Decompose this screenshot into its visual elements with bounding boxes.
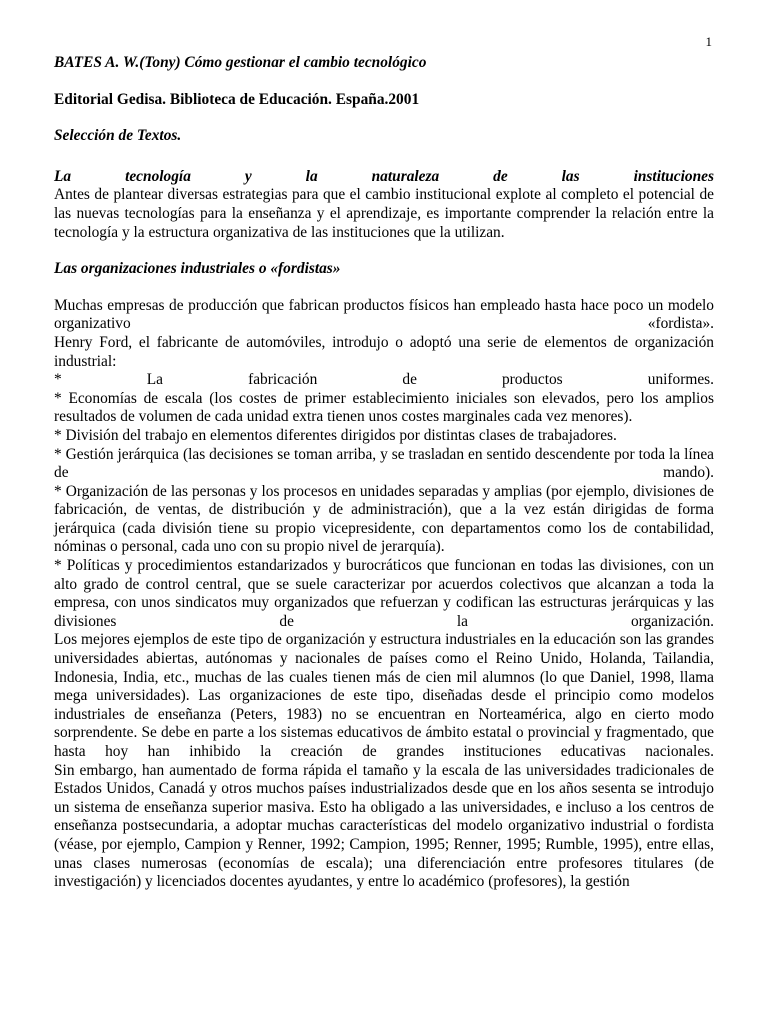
document-title: BATES A. W.(Tony) Cómo gestionar el cambio tecnológico [54,54,427,71]
document-page [54,30,714,892]
list-item: * La fabricación de productos uniformes. [54,371,714,389]
section-technology-institutions [54,168,714,242]
paragraph-mega-universities: Los mejores ejemplos de este tipo de organización y estructura industriales en la educación son las grandes universidades abiertas, autónomas y nacionales de países como el Reino Unido, Holanda, Tailandia, Indonesia, India, etc., muchas de las cuales tienen más de cien mil alumnos (lo que Daniel, 1998, llama mega universidades). Las organizaciones de este tipo, diseñadas desde el principio como modelos industriales de enseñanza (Peters, 1983) no se encuentran en Norteamérica, algo en cierto modo sorprendente. Se debe en parte a los sistemas educativos de ámbito estatal o provincial y fragmentado, que hasta hoy han inhibido la creación de grandes instituciones educativas nacionales. [54,631,714,760]
list-item: * Economías de escala (los costes de primer establecimiento iniciales son elevados, pero los amplios resultados de volumen de cada unidad extra tienen unos costes marginales cada vez menores). [54,389,714,426]
list-item: * División del trabajo en elementos diferentes dirigidos por distintas clases de trabajadores. [54,426,617,444]
list-item: * Gestión jerárquica (las decisiones se toman arriba, y se trasladan en sentido descendente por toda la línea de mando). [54,445,714,482]
list-item: * Políticas y procedimientos estandarizados y burocráticos que funcionan en todas las divisiones, con un alto grado de control central, que se suele caracterizar por acuerdos colectivos que alcanzan a toda la empresa, con unos sindicatos muy organizados que refuerzan y codifican las estructuras jerárquicas y las divisiones de la organización. [54,557,714,630]
publisher-line: Editorial Gedisa. Biblioteca de Educación. España.2001 [54,90,420,108]
section-fordist-body [54,297,714,892]
section-heading-fordist: Las organizaciones industriales o «fordistas» [54,260,341,278]
paragraph-henry-ford: Henry Ford, el fabricante de automóviles, introdujo o adoptó una serie de elementos de organización industrial: [54,333,714,370]
list-item: * Organización de las personas y los procesos en unidades separadas y amplias (por ejemplo, divisiones de fabricación, de ventas, de distribución y de administración), que a la vez están dirigidas de forma jerárquica (cada división tiene su propio vicepresidente, con departamentos como los de contabilidad, nóminas o personal, cada uno con su propio nivel de jerarquía). [54,482,714,556]
section-heading-technology: La tecnología y la naturaleza de las instituciones [54,167,714,185]
page-number: 1 [705,34,712,49]
paragraph-mass-education: Sin embargo, han aumentado de forma rápida el tamaño y la escala de las universidades tradicionales de Estados Unidos, Canadá y otros muchos países industrializados desde que en los años sesenta se introdujo un sistema de enseñanza superior masiva. Esto ha obligado a las universidades, e incluso a los centros de enseñanza postsecundaria, a adoptar muchas características del modelo organizativo industrial o fordista (véase, por ejemplo, Campion y Renner, 1992; Campion, 1995; Renner, 1995; Rumble, 1995), entre ellas, unas clases numerosas (economías de escala); una diferenciación entre profesores titulares (de investigación) y licenciados docentes ayudantes, y entre lo académico (profesores), la gestión [54,761,714,891]
paragraph-fordist-intro: Muchas empresas de producción que fabrican productos físicos han empleado hasta hace poco un modelo organizativo «fordista». [54,296,714,333]
paragraph-intro: Antes de plantear diversas estrategias para que el cambio institucional explote al completo el potencial de las nuevas tecnologías para la enseñanza y el aprendizaje, es importante comprender la relación entre la tecnología y la estructura organizativa de las instituciones que la utilizan. [54,186,714,241]
selection-label: Selección de Textos. [54,127,182,145]
